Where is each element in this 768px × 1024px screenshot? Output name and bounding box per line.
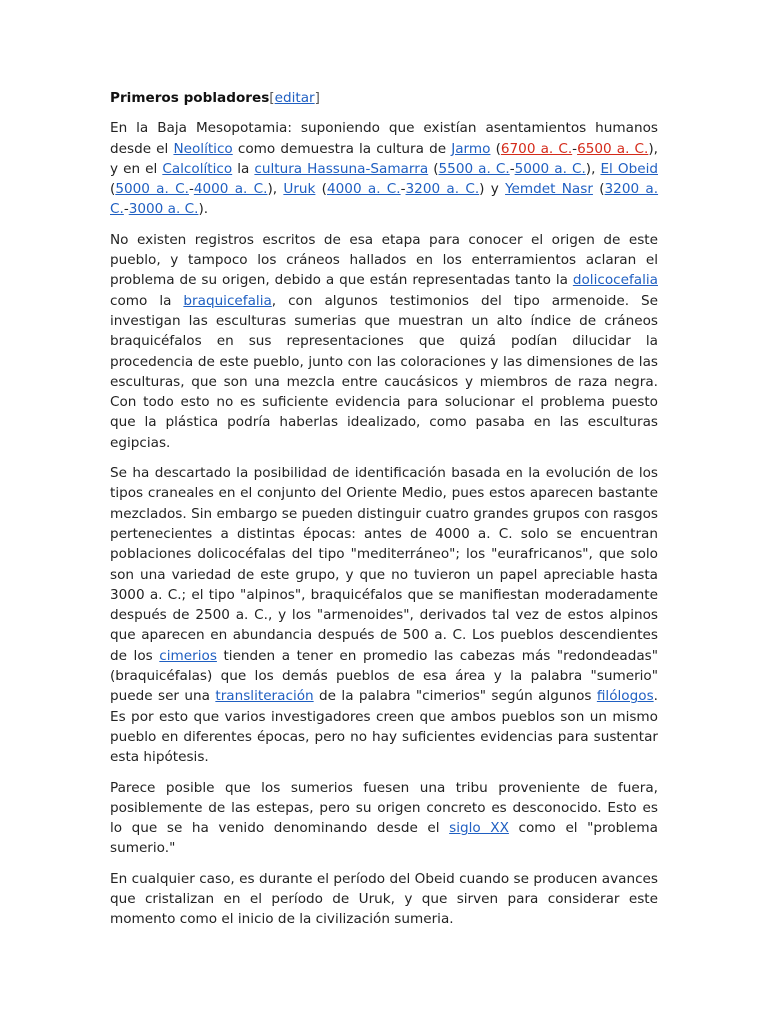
link-5000-ac[interactable]: 5000 a. C. [115,181,189,198]
text: - [400,181,406,198]
edit-bracket-close: ] [314,90,320,106]
paragraph-3 [110,463,658,767]
text: ( [315,181,327,198]
paragraph-1 [110,118,658,219]
text: En cualquier caso, es durante el período del Obeid cuando se producen avances que cristalizan en el período de Uruk, y que sirven para considerar este momento como el inicio de la civilización sumeria. [110,870,658,928]
text: como demuestra la cultura de [232,140,452,157]
paragraph-5 [110,869,658,930]
text: - [572,140,578,157]
link-4000-ac[interactable]: 4000 a. C. [327,181,401,198]
text: tienden a tener en promedio las cabezas más "redondeadas" (braquicéfalas) que los demás pueblos de esa área y la palabra "sumerio" puede ser una [110,647,658,705]
link-siglo-xx[interactable]: siglo XX [449,820,509,837]
text: - [509,160,515,177]
link-yemdet-nasr[interactable]: Yemdet Nasr [505,181,593,198]
text: como el "problema sumerio." [110,820,658,857]
text: ) y [479,181,506,198]
link-cultura-hassuna-samarra[interactable]: cultura Hassuna-Samarra [254,160,429,177]
text: No existen registros escritos de esa etapa para conocer el origen de este pueblo, y tampoco los cráneos hallados en los enterramientos aclaran el problema de su origen, debido a que están representadas tanto la [110,231,658,289]
link-6700-ac[interactable]: 6700 a. C. [500,140,573,157]
link-jarmo[interactable]: Jarmo [451,140,491,157]
paragraph-4 [110,778,658,859]
text: ), y en el [110,140,658,177]
text: - [123,201,129,218]
link-uruk[interactable]: Uruk [283,181,316,198]
text: Parece posible que los sumerios fuesen una tribu proveniente de fuera, posiblemente de las estepas, pero su origen concreto es desconocido. Esto es lo que se ha venido denominando desde el [110,779,658,837]
link-el-obeid[interactable]: El Obeid [600,160,658,177]
link-6500-ac[interactable]: 6500 a. C. [577,140,649,157]
text: En la Baja Mesopotamia: suponiendo que existían asentamientos humanos desde el [110,120,658,157]
link-3000-ac[interactable]: 3000 a. C. [128,201,199,218]
text: ( [490,140,501,157]
article-section [110,88,658,940]
text: . Es por esto que varios investigadores creen que ambos pueblos son un mismo pueblo en diferentes épocas, pero no hay suficientes evidencias para sustentar esta hipótesis. [110,688,658,766]
paragraph-2 [110,230,658,453]
link-filologos[interactable]: filólogos [596,688,654,705]
link-3200-ac[interactable]: 3200 a. C. [405,181,480,198]
link-cimerios[interactable]: cimerios [159,647,217,664]
text: ), [267,181,284,198]
text: ). [198,201,209,218]
section-heading [110,88,658,108]
edit-bracket-open: [ [269,90,275,106]
link-transliteracion[interactable]: transliteración [215,688,314,705]
text: ( [592,181,605,198]
edit-link[interactable]: editar [274,90,315,106]
link-3200-ac[interactable]: 3200 a. C. [110,181,659,218]
text: ), [585,160,601,177]
text: ( [428,160,439,177]
text: como la [110,292,184,309]
link-calcolitico[interactable]: Calcolítico [162,160,233,177]
link-5500-ac[interactable]: 5500 a. C. [438,160,510,177]
text: - [188,181,194,198]
text: ( [110,181,116,198]
text: de la palabra "cimerios" según algunos [313,688,597,705]
link-5000-ac[interactable]: 5000 a. C. [514,160,586,177]
text: Se ha descartado la posibilidad de identificación basada en la evolución de los tipos craneales en el conjunto del Oriente Medio, pues estos aparecen bastante mezclados. Sin embargo se pueden distinguir cuatro grandes grupos con rasgos pertenecientes a distintas épocas: antes de 4000 a. C. solo se encuentran poblaciones dolicocéfalas del tipo "mediterráneo"; los "eurafricanos", que solo son una variedad de este grupo, y que no tuvieron un papel apreciable hasta 3000 a. C.; el tipo "alpinos", braquicéfalos que se manifiestan moderadamente después de 2500 a. C., y los "armenoides", derivados tal vez de estos alpinos que aparecen en abundancia después de 500 a. C. Los pueblos descendientes de los [110,465,658,664]
text: , con algunos testimonios del tipo armenoide. Se investigan las esculturas sumerias que muestran un alto índice de cráneos braquicéfalos en sus representaciones que quizá podían dilucidar la procedencia de este pueblo, junto con las coloraciones y las dimensiones de las esculturas, que son una mezcla entre caucásicos y miembros de raza negra. Con todo esto no es suficiente evidencia para solucionar el problema puesto que la plástica podría haberlas idealizado, como pasaba en las esculturas egipcias. [110,292,658,451]
text: la [232,160,255,177]
link-dolicocefalia[interactable]: dolicocefalia [572,272,658,289]
section-title: Primeros pobladores [110,90,270,106]
link-braquicefalia[interactable]: braquicefalia [183,292,272,309]
link-neolitico[interactable]: Neolítico [173,140,233,157]
link-4000-ac[interactable]: 4000 a. C. [193,181,268,198]
